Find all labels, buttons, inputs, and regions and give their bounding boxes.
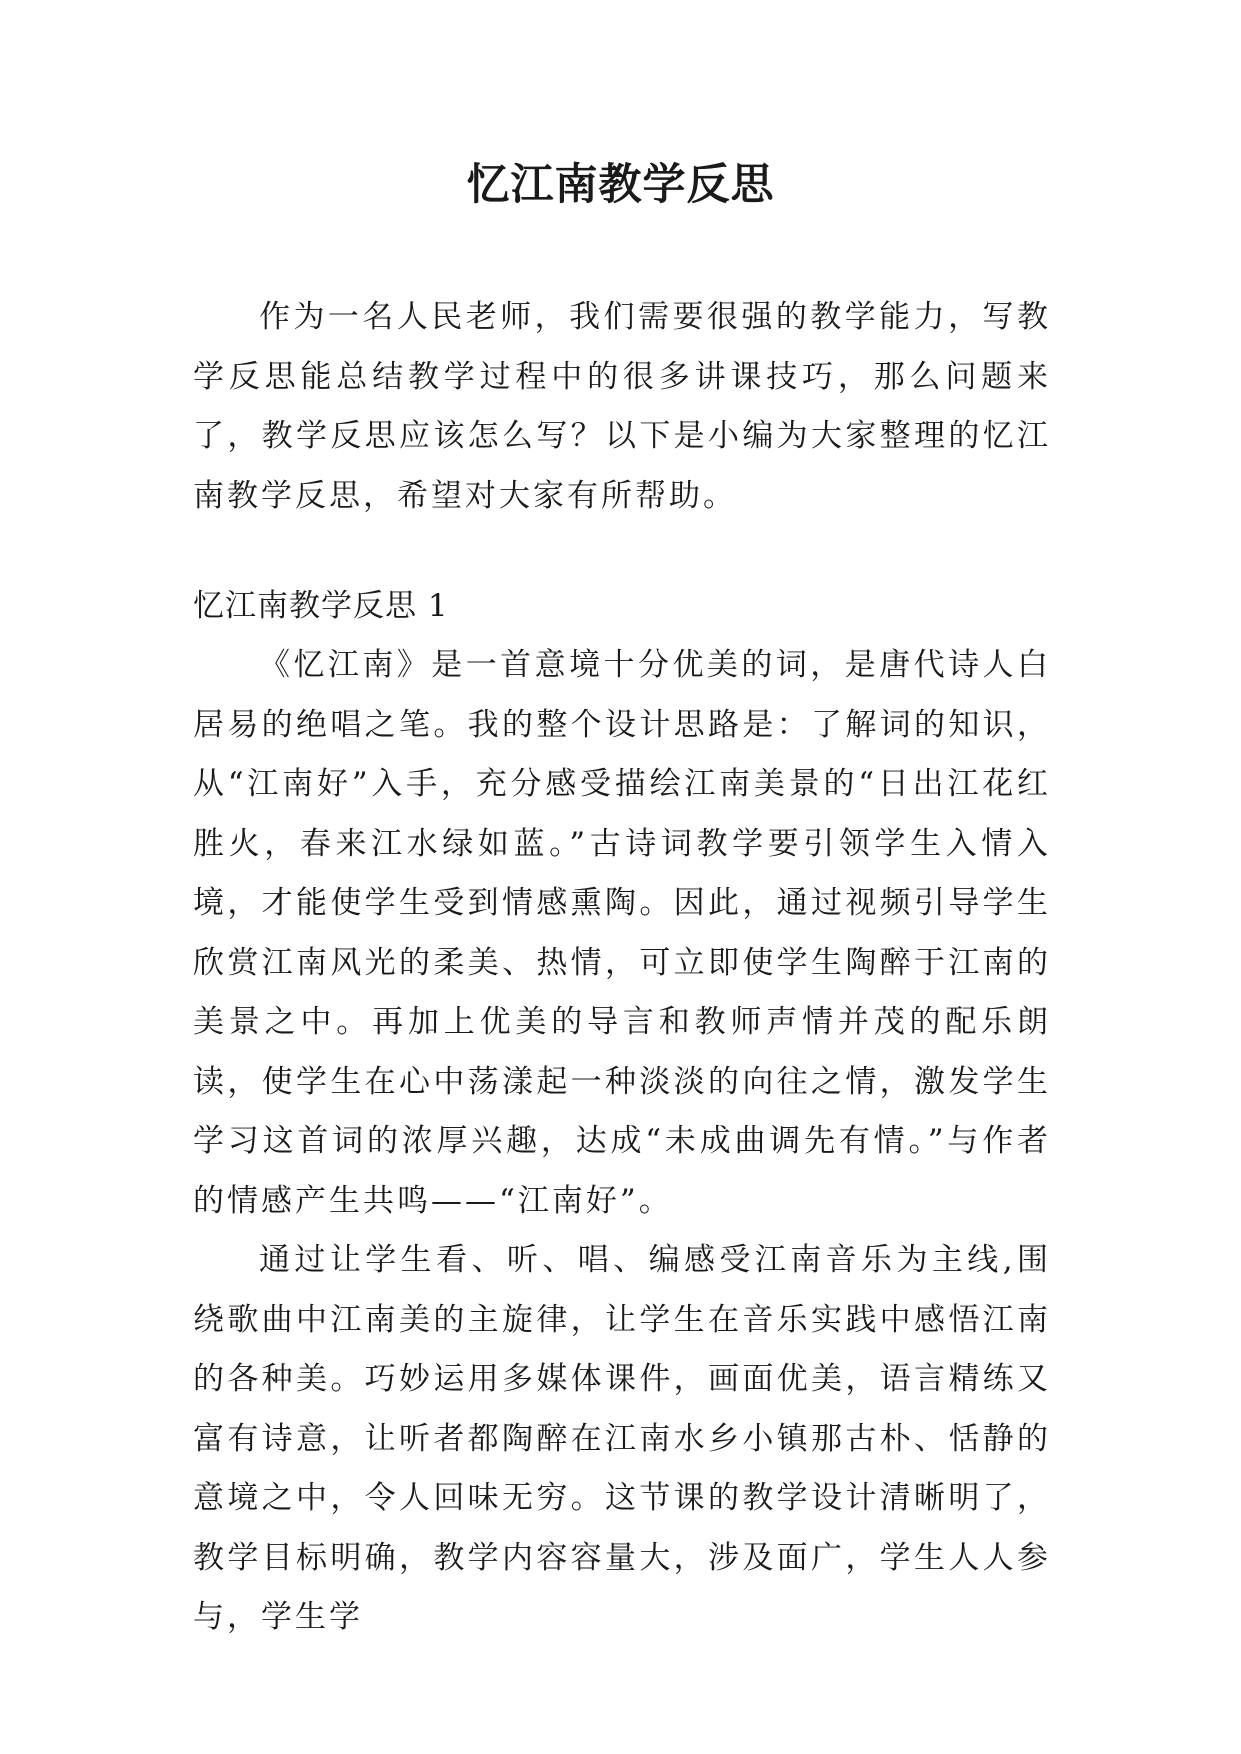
intro-paragraph: 作为一名人民老师，我们需要很强的教学能力，写教学反思能总结教学过程中的很多讲课技巧，那么问题来了，教学反思应该怎么写？以下是小编为大家整理的忆江南教学反思，希望对大家有所帮助。 [193,299,1051,514]
document-title: 忆江南教学反思 [466,160,775,210]
section-1 [193,576,1051,1648]
section-paragraph-2: 通过让学生看、听、唱、编感受江南音乐为主线,围绕歌曲中江南美的主旋律，让学生在音乐实践中感悟江南的各种美。巧妙运用多媒体课件，画面优美，语言精练又富有诗意，让听者都陶醉在江南水乡小镇那古朴、恬静的意境之中，令人回味无穷。这节课的教学设计清晰明了，教学目标明确，教学内容容量大，涉及面广，学生人人参与，学生学 [193,1242,1051,1635]
section-paragraph-1: 《忆江南》是一首意境十分优美的词，是唐代诗人白居易的绝唱之笔。我的整个设计思路是：了解词的知识，从“江南好”入手，充分感受描绘江南美景的“日出江花红胜火，春来江水绿如蓝。”古诗词教学要引领学生入情入境，才能使学生受到情感熏陶。因此，通过视频引导学生欣赏江南风光的柔美、热情，可立即使学生陶醉于江南的美景之中。再加上优美的导言和教师声情并茂的配乐朗读，使学生在心中荡漾起一种淡淡的向往之情，激发学生学习这首词的浓厚兴趣，达成“未成曲调先有情。”与作者的情感产生共鸣——“江南好”。 [193,647,1051,1219]
section-heading: 忆江南教学反思 1 [193,588,449,624]
